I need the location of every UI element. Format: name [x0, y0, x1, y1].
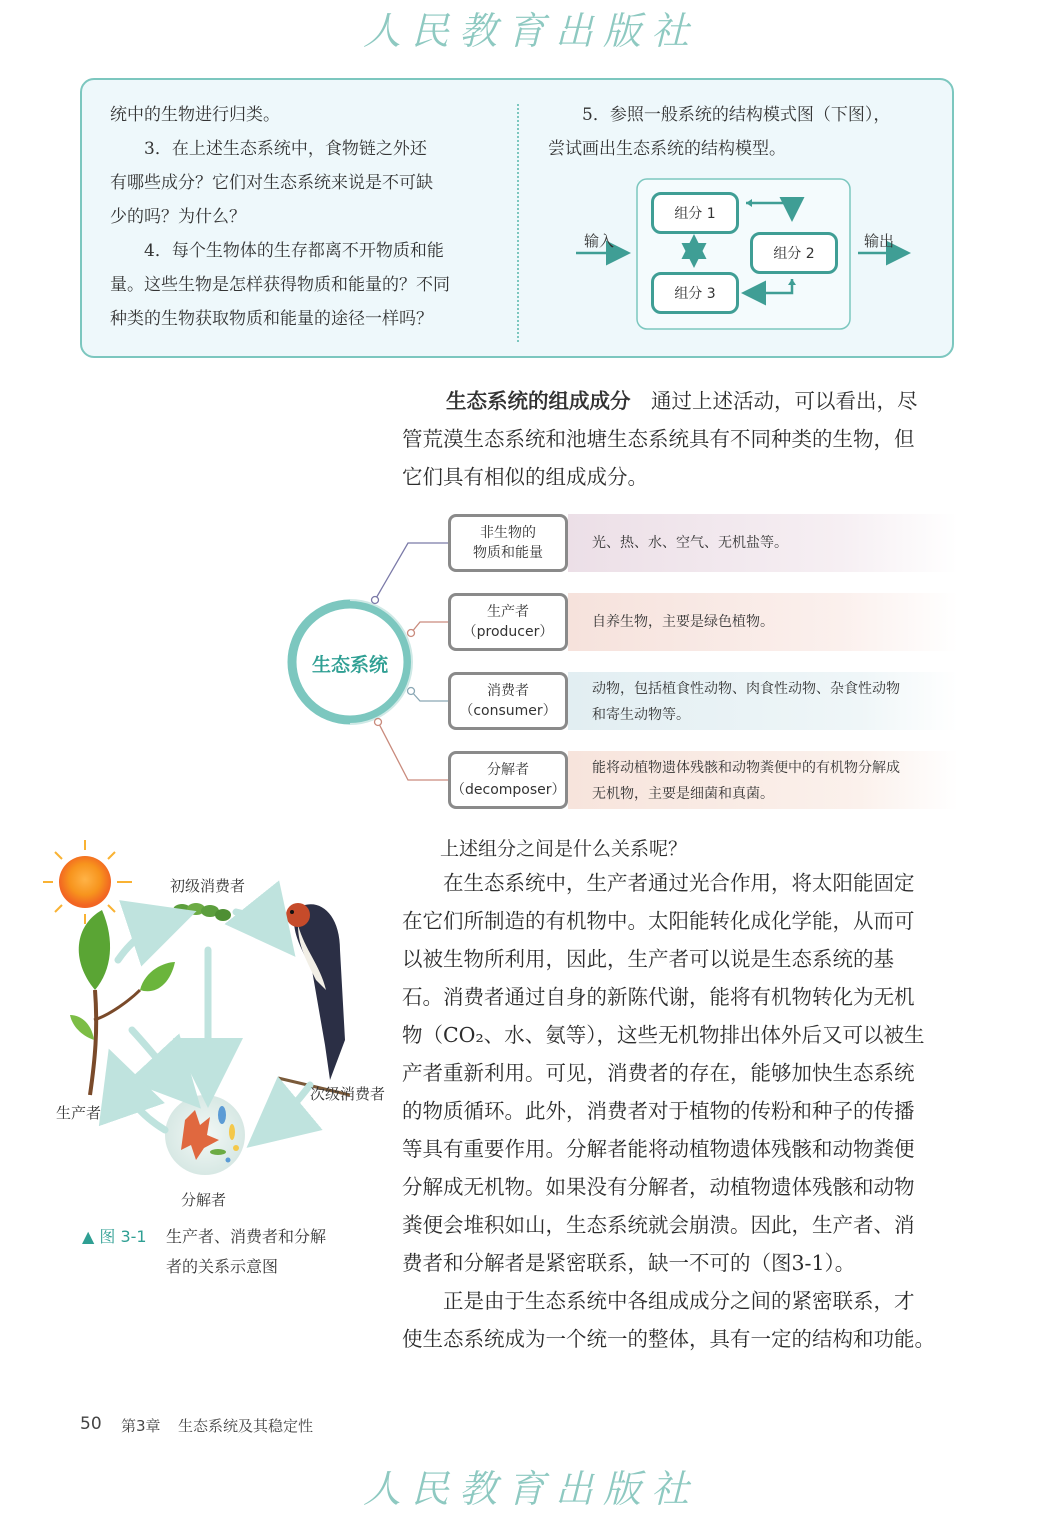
arrow-decomposer-to-producer [118, 1075, 165, 1130]
connector-abiotic [375, 543, 448, 600]
group-2-node [750, 232, 838, 274]
page-number: 50 [80, 1414, 102, 1434]
component-name: 生产者 [487, 604, 529, 620]
group-3-label: 组分 3 [674, 286, 716, 302]
component-desc-line: 无机物，主要是细菌和真菌。 [592, 786, 774, 802]
body-line: 在生态系统中，生产者通过光合作用，将太阳能固定 [402, 871, 915, 895]
activity-line: 统中的生物进行归类。 [110, 105, 280, 125]
input-label: 输入 [584, 232, 615, 250]
component-name: 分解者 [487, 762, 529, 778]
body-line: 产者重新利用。可见，消费者的存在，能够加快生态系统 [402, 1061, 915, 1085]
section-intro-line-1 [446, 382, 918, 420]
activity-line: 量。这些生物是怎样获得物质和能量的？不同 [110, 275, 450, 295]
figure-caption-number: ▲ 图 3-1 [82, 1227, 147, 1246]
component-name: 消费者 [487, 683, 529, 699]
figure-caption-line-1: 生产者、消费者和分解 [166, 1227, 327, 1246]
group-1-node [651, 192, 739, 234]
component-name: 非生物的 [480, 525, 536, 541]
section-intro-line-3: 它们具有相似的组成成分。 [402, 465, 648, 489]
component-producer [448, 593, 568, 651]
component-name-2: （decomposer） [451, 782, 566, 798]
system-model-diagram [570, 175, 920, 335]
activity-divider [517, 104, 519, 342]
component-desc-abiotic [568, 514, 958, 572]
component-desc-line: 能将动植物遗体残骸和动物粪便中的有机物分解成 [592, 760, 900, 776]
body-line: 使生态系统成为一个统一的整体，具有一定的结构和功能。 [402, 1327, 935, 1351]
body-line: 在它们所制造的有机物中。太阳能转化成化学能，从而可 [402, 909, 915, 933]
component-desc-producer [568, 593, 958, 651]
activity-line: 尝试画出生态系统的结构模型。 [548, 139, 786, 159]
component-decomposer [448, 751, 568, 809]
label-decomposer: 分解者 [181, 1191, 227, 1209]
component-desc-line: 和寄生动物等。 [592, 707, 690, 723]
component-desc-decomposer [568, 751, 958, 809]
label-primary-consumer: 初级消费者 [170, 877, 246, 895]
body-line: 物（CO₂、水、氨等），这些无机物排出体外后又可以被生 [402, 1023, 925, 1047]
body-line: 等具有重要作用。分解者能将动植物遗体残骸和动物粪便 [402, 1137, 915, 1161]
component-desc-line: 自养生物，主要是绿色植物。 [592, 614, 774, 630]
activity-line: 有哪些成分？它们对生态系统来说是不可缺 [110, 173, 433, 193]
body-paragraph-1 [402, 864, 924, 1282]
component-desc-line: 光、热、水、空气、无机盐等。 [592, 535, 788, 551]
body-line: 以被生物所利用，因此，生产者可以说是生态系统的基 [402, 947, 894, 971]
component-consumer [448, 672, 568, 730]
label-producer: 生产者 [56, 1104, 102, 1122]
decomposer-microbes-icon [165, 1095, 245, 1175]
section-intro-line-2: 管荒漠生态系统和池塘生态系统具有不同种类的生物，但 [402, 427, 915, 451]
component-name-2: 物质和能量 [473, 545, 543, 561]
arrow-producer-to-decomposer [132, 1030, 182, 1088]
body-line: 的物质循环。此外，消费者对于植物的传粉和种子的传播 [402, 1099, 915, 1123]
activity-line: 少的吗？为什么？ [110, 207, 246, 227]
activity-right-text [548, 98, 890, 166]
figure-caption-line-2: 者的关系示意图 [166, 1257, 279, 1276]
publisher-watermark-bottom: 人民教育出版社 [362, 1467, 699, 1511]
component-name-2: （producer） [462, 624, 554, 640]
section-heading: 生态系统的组成成分 [446, 389, 631, 413]
question-line: 上述组分之间是什么关系呢？ [402, 838, 688, 860]
activity-line: 种类的生物获取物质和能量的途径一样吗？ [110, 309, 433, 329]
body-line: 费者和分解者是紧密联系，缺一不可的（图3-1）。 [402, 1251, 856, 1275]
connector-consumer [411, 691, 448, 701]
group-2-label: 组分 2 [773, 246, 815, 262]
body-paragraph-2 [402, 1282, 935, 1358]
ecosystem-center-label: 生态系统 [311, 654, 388, 676]
label-secondary-consumer: 次级消费者 [310, 1085, 386, 1103]
section-intro-text: 通过上述活动，可以看出，尽 [651, 389, 918, 413]
sun-icon [43, 840, 132, 924]
publisher-watermark-top: 人民教育出版社 [362, 9, 699, 53]
plant-producer-icon [70, 910, 175, 1095]
body-line: 分解成无机物。如果没有分解者，动植物遗体残骸和动物 [402, 1175, 915, 1199]
component-abiotic [448, 514, 568, 572]
body-line: 粪便会堆积如山，生态系统就会崩溃。因此，生产者、消 [402, 1213, 915, 1237]
arrow-primary-to-secondary [236, 912, 278, 935]
chapter-number: 第3章 [121, 1417, 161, 1435]
caterpillar-icon [173, 903, 231, 921]
activity-left-text [110, 98, 450, 336]
group-1-label: 组分 1 [674, 206, 716, 222]
body-line: 正是由于生态系统中各组成成分之间的紧密联系，才 [402, 1289, 915, 1313]
connector-decomposer [378, 722, 448, 780]
group-3-node [651, 272, 739, 314]
arrow-secondary-to-decomposer [268, 1085, 310, 1130]
activity-line: 4．每个生物体的生存都离不开物质和能 [110, 241, 444, 261]
component-name-2: （consumer） [459, 703, 557, 719]
component-desc-line: 动物，包括植食性动物、肉食性动物、杂食性动物 [592, 681, 900, 697]
output-label: 输出 [864, 232, 895, 250]
chapter-title: 生态系统及其稳定性 [178, 1417, 314, 1435]
body-line: 石。消费者通过自身的新陈代谢，能将有机物转化为无机 [402, 985, 915, 1009]
component-desc-consumer [568, 672, 958, 730]
activity-line: 3．在上述生态系统中，食物链之外还 [110, 139, 427, 159]
arrow-producer-to-primary [118, 920, 170, 960]
connector-producer [411, 622, 448, 633]
activity-line: 5．参照一般系统的结构模式图（下图）， [548, 105, 891, 125]
swallow-bird-icon [277, 903, 350, 1095]
